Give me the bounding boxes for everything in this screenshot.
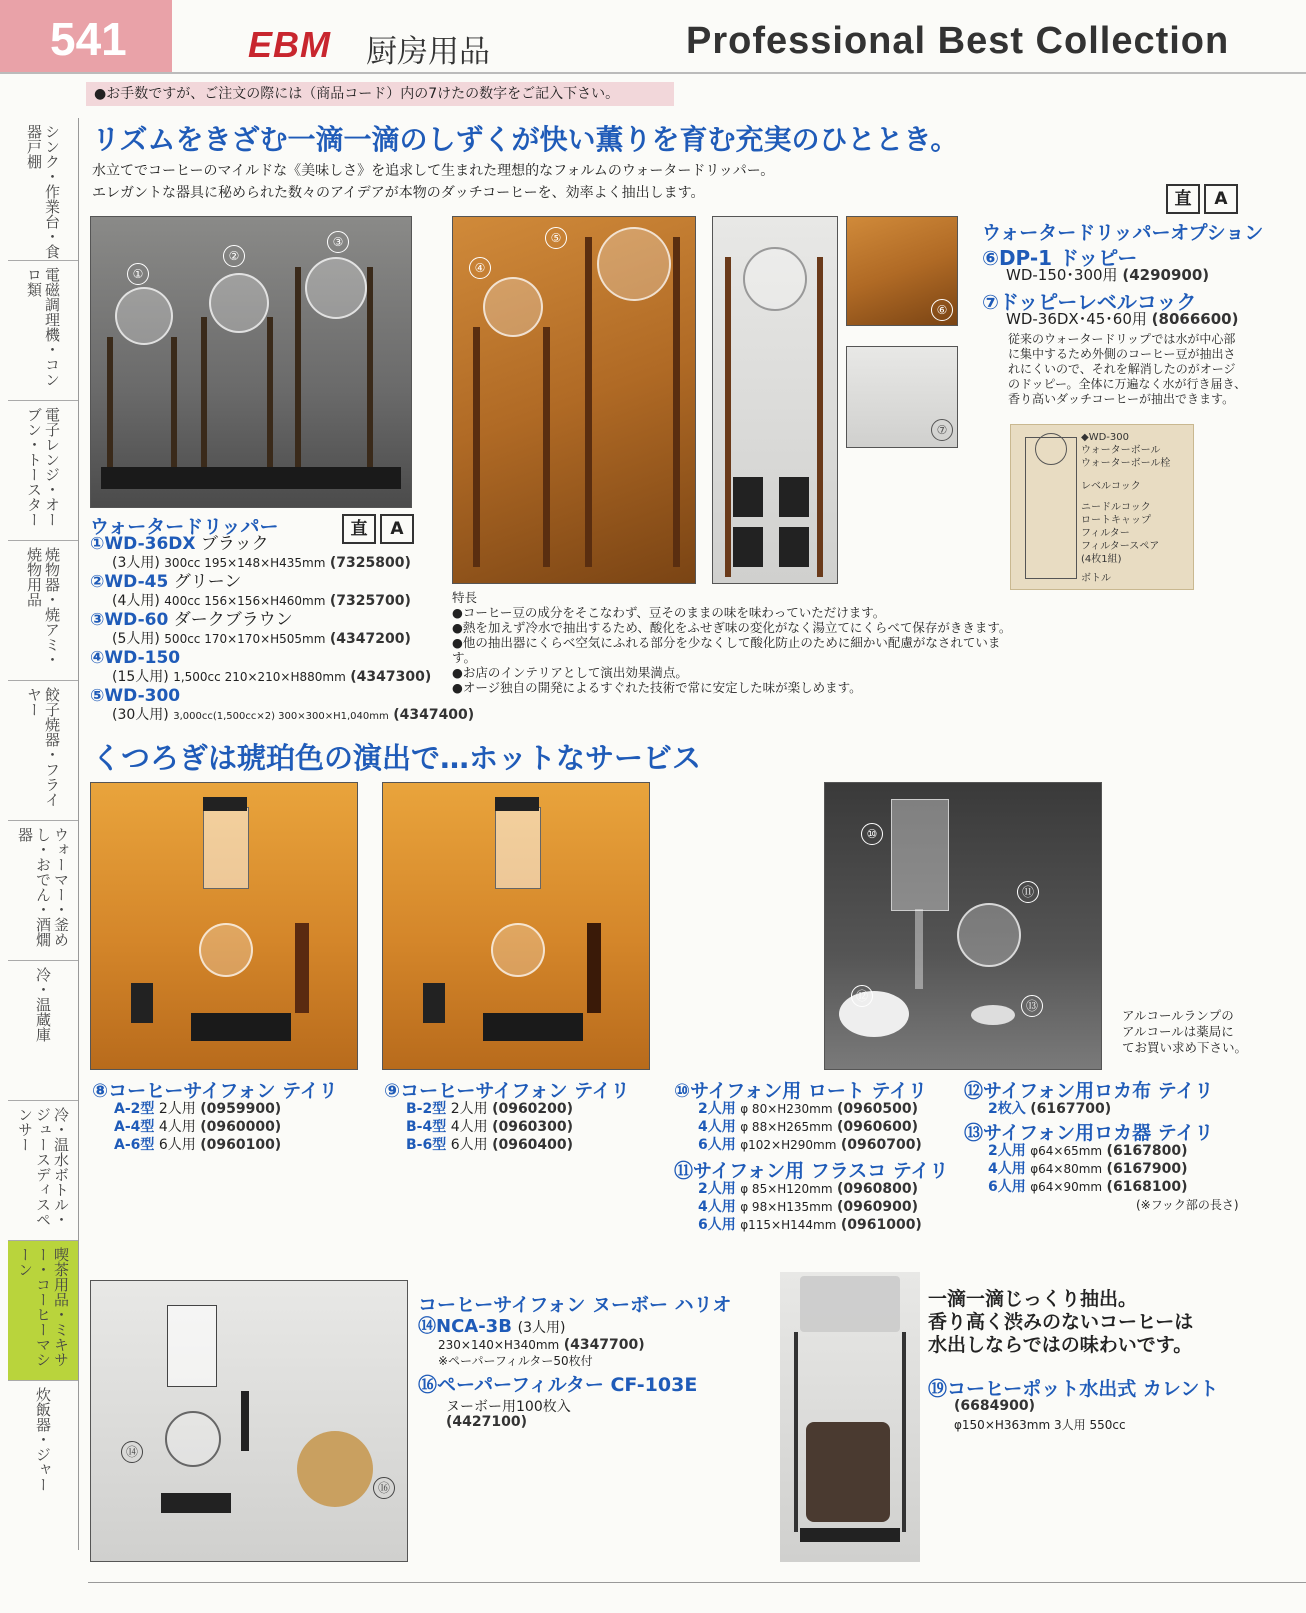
photo-label-7: ⑦ (931, 419, 953, 441)
product-16-title: ⑯ペーパーフィルター CF-103E (418, 1374, 698, 1396)
option-item-6-spec: WD-150･300用 (4290900) (1006, 266, 1210, 284)
product-14-note: ※ペーパーフィルター50枚付 (438, 1354, 593, 1368)
siphon-parts-photo (824, 782, 1102, 1070)
product-10-list: 2人用 φ 80×H230mm (0960500) 4人用 φ 88×H265mm (0960600) 6人用 φ102×H290mm (0960700) (698, 1101, 922, 1153)
large-dripper-photo (452, 216, 696, 584)
doppy-photo (846, 216, 958, 326)
product-19-spec: φ150×H363mm 3人用 550cc (954, 1418, 1126, 1432)
dripper-item-2-name: ②WD-45 グリーン (90, 572, 242, 592)
sidebar-tab-dispenser[interactable]: 冷・温水ボトル・ジュースディスペンサー (8, 1101, 78, 1241)
sidebar-tab-fridge[interactable]: 冷・温蔵庫 (8, 961, 78, 1101)
photo-label-4: ④ (469, 257, 491, 279)
sidebar-tab-fryer[interactable]: 餃子焼器・フライヤー (8, 681, 78, 821)
hario-siphon-photo (90, 1280, 408, 1562)
photo-label-1: ① (127, 263, 149, 285)
level-cock-photo (846, 346, 958, 448)
siphon-b-photo (382, 782, 650, 1070)
hario-title: コーヒーサイフォン ヌーボー ハリオ (418, 1294, 732, 1316)
current-catchcopy: 一滴一滴じっくり抽出。 香り高く渋みのないコーヒーは 水出しならではの味わいです。 (928, 1288, 1194, 1356)
photo-label-10: ⑩ (861, 823, 883, 845)
page-number: 541 (50, 13, 127, 65)
photo-label-13: ⑬ (1021, 995, 1043, 1017)
sidebar-tab-oven[interactable]: 電子レンジ・オーブン・トースター (8, 401, 78, 541)
option-title: ウォータードリッパーオプション (982, 222, 1264, 244)
sidebar-tab-coffee[interactable]: 喫茶用品・ミキサー・コーヒーマシーン (8, 1241, 78, 1381)
dripper-item-3-spec: (5人用) 500cc 170×170×H505mm (4347200) (112, 631, 411, 647)
product-13-title: ⑬サイフォン用ロカ器 テイリ (964, 1122, 1214, 1144)
brand-logo: EBM (248, 24, 331, 65)
photo-label-2: ② (223, 245, 245, 267)
dripper-item-1-spec: (3人用) 300cc 195×148×H435mm (7325800) (112, 555, 411, 571)
product-13-list: 2人用 φ64×65mm (6167800) 4人用 φ64×80mm (6167900) 6人用 φ64×90mm (6168100) (988, 1143, 1188, 1195)
sidebar-tab-stove[interactable]: 電磁調理機・コンロ類 (8, 261, 78, 401)
dripper-title: ウォータードリッパー (90, 516, 279, 538)
product-12-title: ⑫サイフォン用ロカ布 テイリ (964, 1080, 1214, 1102)
category-title: 厨房用品 (366, 34, 490, 70)
product-11-title: ⑪サイフォン用 フラスコ テイリ (674, 1160, 949, 1182)
alcohol-note: アルコールランプの アルコールは薬局に てお買い求め下さい。 (1122, 1008, 1248, 1055)
wd300-diagram: ◆WD-300 ウォーターボール ウォーターボール栓 レベルコック ニードルコック ロートキャップ フィルター フィルタースペア (4枚1組) ボトル (1010, 424, 1194, 590)
photo-label-11: ⑪ (1017, 881, 1039, 903)
product-10-title: ⑩サイフォン用 ロート テイリ (674, 1080, 928, 1102)
product-14-spec: 230×140×H340mm (4347700) (438, 1337, 645, 1353)
dripper-item-4-name: ④WD-150 (90, 648, 181, 668)
section1-intro-1: 水立てでコーヒーのマイルドな《美味しさ》を追求して生まれた理想的なフォルムのウォータードリッパー。 (92, 163, 775, 179)
option-item-7-spec: WD-36DX･45･60用 (8066600) (1006, 310, 1239, 328)
sidebar-tab-warmer[interactable]: ウォーマー・釜めし・おでん・酒燗器 (8, 821, 78, 961)
product-16-desc: ヌーボー用100枚入 (446, 1399, 571, 1415)
collection-title: Professional Best Collection (686, 20, 1230, 62)
dripper-item-1-name: ①WD-36DX ブラック (90, 534, 269, 554)
direct-ship-badge: 直 (1166, 184, 1200, 214)
header-divider (0, 72, 1306, 74)
section2-headline: くつろぎは琥珀色の演出で…ホットなサービス (92, 741, 702, 775)
dripper-item-5-spec: (30人用) 3,000cc(1,500cc×2) 300×300×H1,040mm (4347400) (112, 707, 475, 723)
option-badges (1166, 184, 1242, 214)
dripper-option-photo (712, 216, 838, 584)
product-19-code: (6684900) (954, 1398, 1035, 1414)
product-19-title: ⑲コーヒーポット水出式 カレント (928, 1378, 1219, 1400)
dripper-item-5-name: ⑤WD-300 (90, 686, 181, 706)
product-9-list: B-2型 2人用 (0960200) B-4型 4人用 (0960300) B-6型 6人用 (0960400) (406, 1101, 574, 1153)
photo-label-12: ⑫ (851, 985, 873, 1007)
option-item-6: ⑥DP-1 ドッピー (982, 246, 1138, 270)
section1-intro-2: エレガントな器具に秘められた数々のアイデアが本物のダッチコーヒーを、効率よく抽出します。 (92, 185, 705, 201)
footer-divider (88, 1582, 1306, 1583)
photo-label-5: ⑤ (545, 227, 567, 249)
dripper-item-2-spec: (4人用) 400cc 156×156×H460mm (7325700) (112, 593, 411, 609)
product-8-title: ⑧コーヒーサイフォン テイリ (92, 1080, 338, 1102)
water-dripper-photo (90, 216, 412, 508)
option-item-7: ⑦ドッピーレベルコック (982, 290, 1197, 314)
option-description: 従来のウォータードリップでは水が中心部 に集中するため外側のコーヒー豆が抽出さ れにくいので、それを解消したのがオージ のドッピー。全体に万遍なく水が行き届き、 香り高いダッチコーヒーが抽出できます。 (1008, 332, 1247, 406)
sidebar-tab-sink[interactable]: シンク・作業台・食器戸棚 (8, 118, 78, 261)
product-13-note: (※フック部の長さ) (1136, 1198, 1239, 1212)
photo-label-3: ③ (327, 231, 349, 253)
photo-label-16: ⑯ (373, 1477, 395, 1499)
sidebar-tab-rice[interactable]: 炊飯器・ジャー (34, 1387, 52, 1492)
current-pot-photo (780, 1272, 920, 1562)
product-16-code: (4427100) (446, 1414, 527, 1430)
product-11-list: 2人用 φ 85×H120mm (0960800) 4人用 φ 98×H135mm (0960900) 6人用 φ115×H144mm (0961000) (698, 1181, 922, 1233)
dripper-list (90, 534, 475, 726)
photo-label-6: ⑥ (931, 299, 953, 321)
section1-headline: リズムをきざむ一滴一滴のしずくが快い薫りを育む充実のひととき。 (92, 123, 959, 156)
category-sidebar (8, 118, 79, 1550)
sidebar-tab-grill[interactable]: 焼物器・焼アミ・焼物用品 (8, 541, 78, 681)
dripper-item-3-name: ③WD-60 ダークブラウン (90, 610, 293, 630)
order-notice: ●お手数ですが、ご注文の際には（商品コード）内の7けたの数字をご記入下さい。 (86, 82, 674, 106)
a-rank-badge: A (1204, 184, 1238, 214)
product-8-list: A-2型 2人用 (0959900) A-4型 4人用 (0960000) A-6型 6人用 (0960100) (114, 1101, 282, 1153)
dripper-badges: 直 A (342, 514, 418, 544)
product-9-title: ⑨コーヒーサイフォン テイリ (384, 1080, 630, 1102)
product-14-name: ⑭NCA-3B (3人用) (418, 1316, 566, 1337)
dripper-item-4-spec: (15人用) 1,500cc 210×210×H880mm (4347300) (112, 669, 432, 685)
photo-label-14: ⑭ (121, 1441, 143, 1463)
siphon-a-photo (90, 782, 358, 1070)
features-block: 特長 ●コーヒー豆の成分をそこなわず、豆そのままの味を味わっていただけます。 ●熱を加えず冷水で抽出するため、酸化をふせぎ味の変化がなく湯立てにくらべて保存がききます。 ●他の抽出器にくらべ空気にふれる部分を少なくして酸化防止のために細かい配慮がなされています。 ●お店のインテリアとして演出効果満点。 ●オージ独自の開発によるすぐれた技術で常に安定した味が楽しめます。 (452, 590, 1012, 695)
product-12-row: 2枚入 (6167700) (988, 1101, 1112, 1117)
